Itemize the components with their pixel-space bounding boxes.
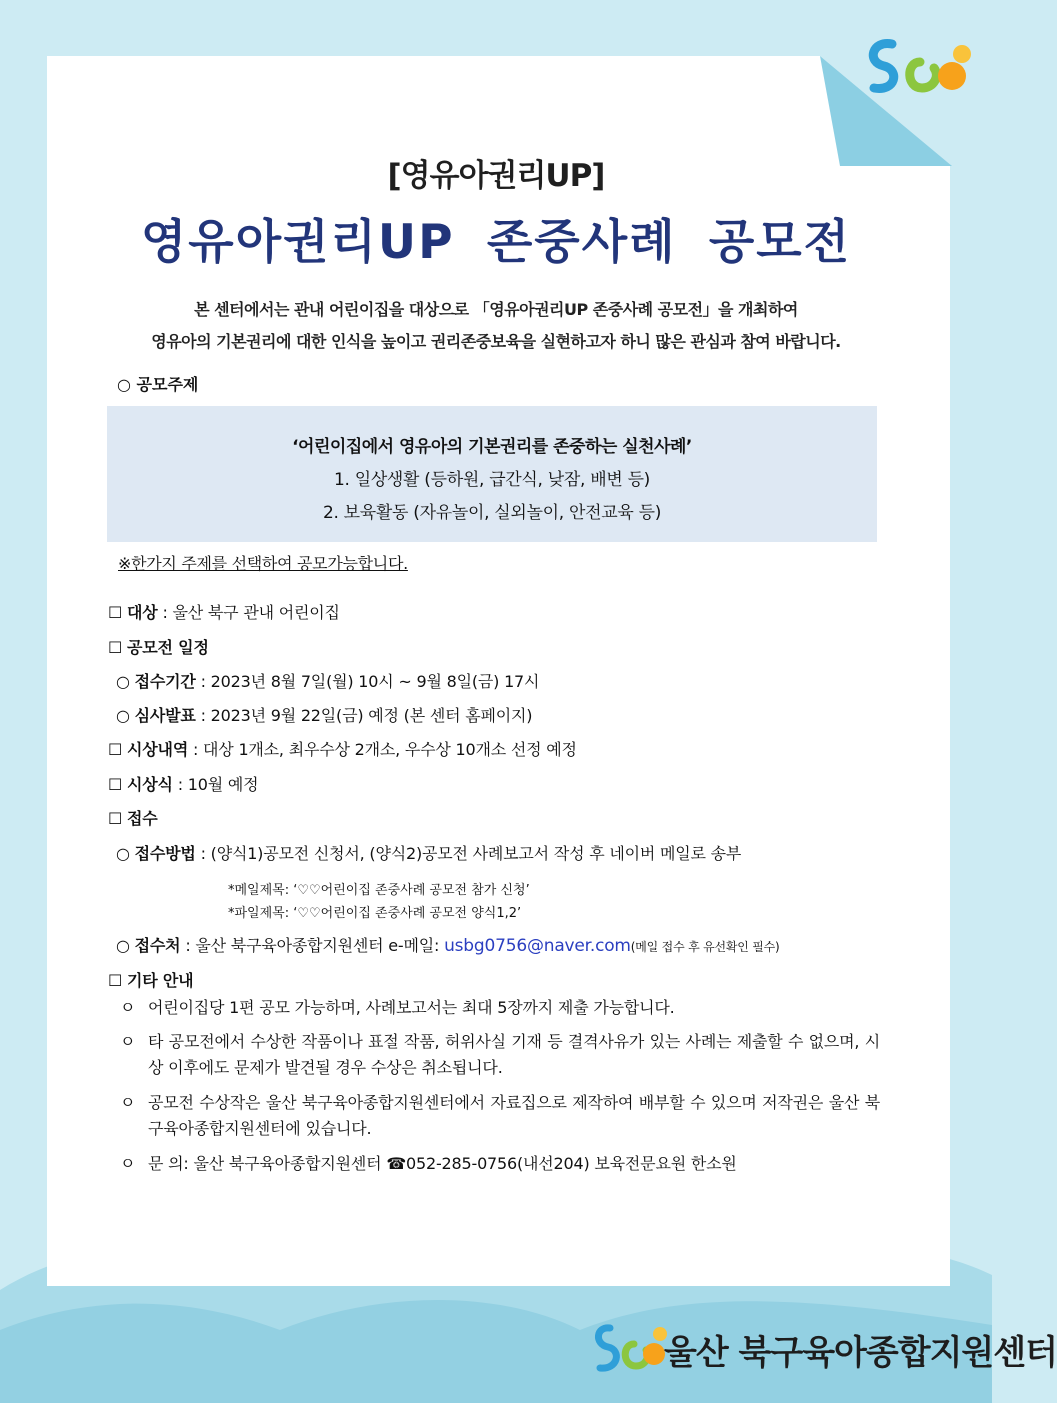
bullet-icon: ㅇ (120, 1154, 136, 1173)
etc-item-text: 타 공모전에서 수상한 작품이나 표절 작품, 허위사실 기재 등 결격사유가 있는 사례는 제출할 수 없으며, 시상 이후에도 문제가 발견될 경우 수상은 취소됩니다. (148, 1032, 880, 1077)
theme-box (107, 406, 877, 542)
award-row (108, 737, 577, 760)
footer-org-name: 울산 북구육아종합지원센터 (664, 1333, 1057, 1373)
submit-row (108, 806, 158, 829)
checkbox-icon: ☐ (108, 809, 123, 828)
etc-item-text: 문 의: 울산 북구육아종합지원센터 ☎052-285-0756(내선204) 보육전문요원 한소원 (148, 1154, 737, 1173)
receive-value: : 2023년 8월 7일(월) 10시 ~ 9월 8일(금) 17시 (195, 672, 540, 691)
checkbox-icon: ☐ (108, 603, 123, 622)
intro-line-2: 영유아의 기본권리에 대한 인식을 높이고 권리존중보육을 실현하고자 하니 많은 관심과 참여 바랍니다. (151, 332, 841, 351)
award-value: : 대상 1개소, 최우수상 2개소, 우수상 10개소 선정 예정 (188, 740, 577, 759)
file-subject-note: *파일제목: ‘♡♡어린이집 존중사례 공모전 양식1,2’ (228, 906, 522, 921)
checkbox-icon: ☐ (108, 638, 123, 657)
checkbox-icon: ☐ (108, 775, 123, 794)
review-row (116, 703, 532, 726)
mail-subject-note: *메일제목: ‘♡♡어린이집 존중사례 공모전 참가 신청’ (228, 883, 530, 898)
etc-item-2 (120, 1029, 880, 1081)
method-row (116, 841, 741, 864)
target-value: : 울산 북구 관내 어린이집 (157, 603, 340, 622)
poster-title: 영유아권리UP 존중사례 공모전 (140, 215, 852, 270)
circle-icon: ○ (116, 844, 130, 863)
circle-icon: ○ (116, 936, 130, 955)
etc-heading: 기타 안내 (127, 971, 194, 990)
etc-item-4 (120, 1151, 880, 1177)
theme-item-2: 2. 보육활동 (자유놀이, 실외놀이, 안전교육 등) (322, 503, 662, 523)
checkbox-icon: ☐ (108, 971, 123, 990)
bullet-icon: ㅇ (120, 1032, 136, 1051)
theme-quote: ‘어린이집에서 영유아의 기본권리를 존중하는 실천사례’ (292, 437, 692, 457)
center-logo-icon (862, 32, 982, 102)
place-row (116, 933, 780, 956)
etc-item-3 (120, 1090, 880, 1142)
target-row (108, 600, 340, 623)
receive-label: 접수기간 (134, 672, 196, 691)
checkbox-icon: ☐ (108, 740, 123, 759)
award-label: 시상내역 (127, 740, 189, 759)
etc-item-text: 공모전 수상작은 울산 북구육아종합지원센터에서 자료집으로 제작하여 배부할 수 있으며 저작권은 울산 북구육아종합지원센터에 있습니다. (148, 1093, 880, 1138)
theme-item-1: 1. 일상생활 (등하원, 급간식, 낮잠, 배변 등) (333, 470, 651, 490)
method-label: 접수방법 (134, 844, 196, 863)
etc-item-1 (120, 995, 880, 1021)
method-value: : (양식1)공모전 신청서, (양식2)공모전 사례보고서 작성 후 네이버 메일로 송부 (195, 844, 742, 863)
bullet-icon: ㅇ (120, 1093, 136, 1112)
submit-label: 접수 (127, 809, 158, 828)
theme-note: ※한가지 주제를 선택하여 공모가능합니다. (118, 554, 408, 573)
circle-icon: ○ (116, 706, 130, 725)
place-label: 접수처 (134, 936, 181, 955)
intro-line-1: 본 센터에서는 관내 어린이집을 대상으로 「영유아권리UP 존중사례 공모전」을 개최하여 (194, 300, 798, 319)
review-label: 심사발표 (134, 706, 196, 725)
place-value: : 울산 북구육아종합지원센터 e-메일: (180, 936, 445, 955)
schedule-label: 공모전 일정 (127, 638, 209, 657)
receive-period-row (116, 669, 539, 692)
bullet-icon: ㅇ (120, 998, 136, 1017)
email-link[interactable]: usbg0756@naver.com (444, 936, 631, 956)
ceremony-value: : 10월 예정 (172, 775, 259, 794)
schedule-row (108, 635, 209, 658)
etc-heading-row (108, 968, 193, 991)
review-value: : 2023년 9월 22일(금) 예정 (본 센터 홈페이지) (195, 706, 533, 725)
email-note: (메일 접수 후 유선확인 필수) (630, 940, 780, 954)
ceremony-row (108, 772, 258, 795)
etc-item-text: 어린이집당 1편 공모 가능하며, 사례보고서는 최대 5장까지 제출 가능합니다. (148, 998, 675, 1017)
target-label: 대상 (127, 603, 158, 622)
ceremony-label: 시상식 (127, 775, 173, 794)
poster-subtitle: [영유아권리UP] (387, 158, 605, 194)
intro-paragraph (0, 294, 992, 358)
theme-heading: ○ 공모주제 (117, 375, 199, 394)
circle-icon: ○ (116, 672, 130, 691)
